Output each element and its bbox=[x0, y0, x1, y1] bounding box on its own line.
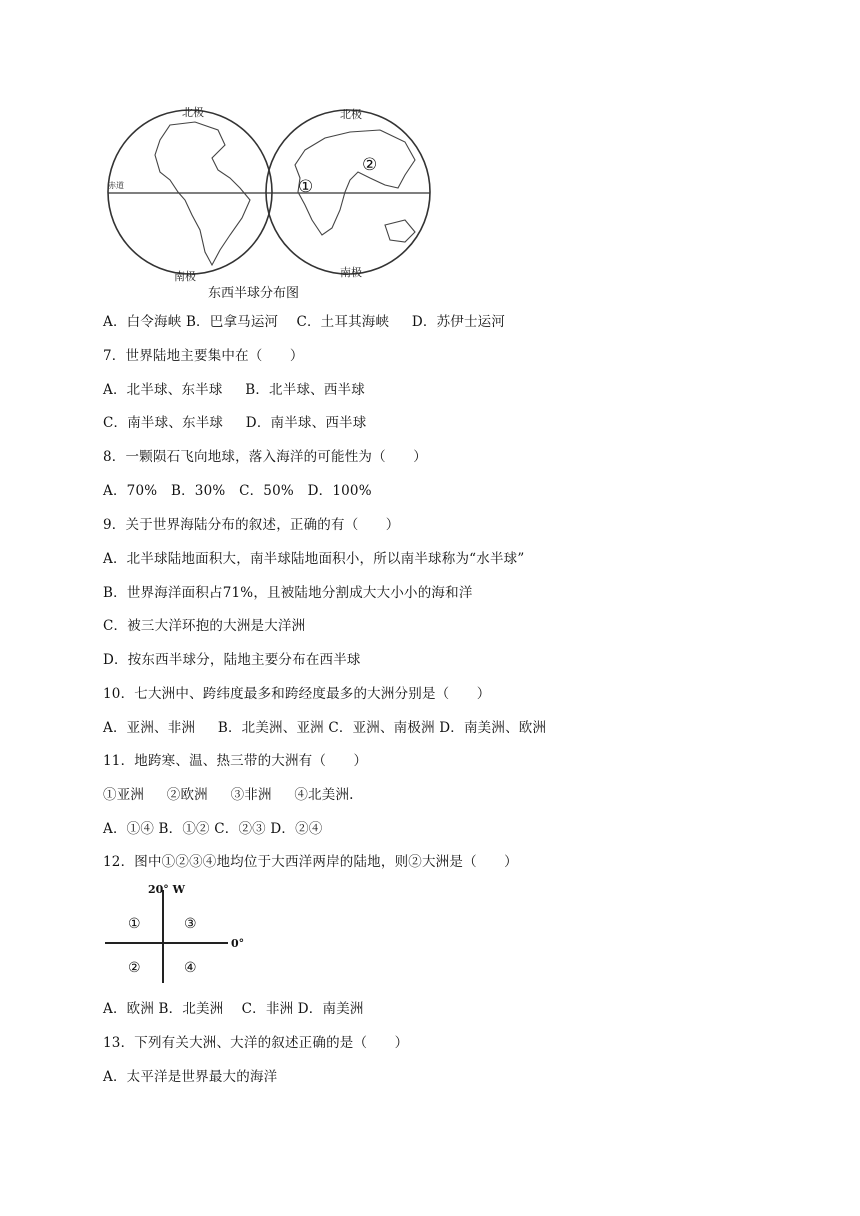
marker-2: ② bbox=[362, 155, 378, 175]
figure-caption: 东西半球分布图 bbox=[208, 286, 300, 301]
western-hemisphere-outline bbox=[108, 110, 272, 274]
parallel-label: 0° bbox=[231, 937, 245, 950]
question-9-option-a: A．北半球陆地面积大，南半球陆地面积小，所以南半球称为“水半球” bbox=[103, 551, 525, 567]
question-13-option-a: A．太平洋是世界最大的海洋 bbox=[103, 1069, 278, 1085]
question-12-stem: 12．图中①②③④地均位于大西洋两岸的陆地，则②大洲是（ ） bbox=[103, 854, 518, 870]
question-11-options: A．①④ B．①② C．②③ D．②④ bbox=[103, 821, 323, 837]
question-9-option-d: D．按东西半球分，陆地主要分布在西半球 bbox=[103, 652, 361, 668]
question-9-option-c: C．被三大洋环抱的大洲是大洋洲 bbox=[103, 618, 306, 634]
question-6-options: A．白令海峡 B．巴拿马运河 C．土耳其海峡 D．苏伊士运河 bbox=[103, 314, 506, 330]
south-pole-label-left: 南极 bbox=[174, 270, 196, 283]
meridian-label: 20° W bbox=[148, 883, 185, 896]
north-pole-label-left: 北极 bbox=[182, 106, 204, 119]
quadrant-1-marker: ① bbox=[128, 916, 141, 932]
question-7-options-cd: C．南半球、东半球 D．南半球、西半球 bbox=[103, 415, 367, 431]
question-8-options: A．70% B．30% C．50% D．100% bbox=[103, 483, 372, 499]
quadrant-2-marker: ② bbox=[128, 960, 141, 976]
question-7-stem: 7．世界陆地主要集中在（ ） bbox=[103, 348, 304, 364]
north-pole-label-right: 北极 bbox=[340, 108, 362, 121]
question-9-option-b: B．世界海洋面积占71%，且被陆地分割成大大小小的海和洋 bbox=[103, 585, 473, 601]
hemisphere-map-figure bbox=[100, 100, 435, 305]
question-8-stem: 8．一颗陨石飞向地球，落入海洋的可能性为（ ） bbox=[103, 449, 427, 465]
quadrant-4-marker: ④ bbox=[184, 960, 197, 976]
question-7-options-ab: A．北半球、东半球 B．北半球、西半球 bbox=[103, 382, 365, 398]
question-10-stem: 10．七大洲中、跨纬度最多和跨经度最多的大洲分别是（ ） bbox=[103, 686, 491, 702]
quadrant-3-marker: ③ bbox=[184, 916, 197, 932]
quadrant-diagram bbox=[100, 880, 260, 985]
eastern-hemisphere-outline bbox=[266, 110, 430, 274]
question-12-options: A．欧洲 B．北美洲 C．非洲 D．南美洲 bbox=[103, 1001, 364, 1017]
south-pole-label-right: 南极 bbox=[340, 266, 362, 279]
question-10-options: A．亚洲、非洲 B．北美洲、亚洲 C．亚洲、南极洲 D．南美洲、欧洲 bbox=[103, 720, 547, 736]
equator-label: 赤道 bbox=[108, 181, 124, 190]
question-11-choices: ①亚洲 ②欧洲 ③非洲 ④北美洲. bbox=[103, 787, 354, 803]
question-13-stem: 13．下列有关大洲、大洋的叙述正确的是（ ） bbox=[103, 1035, 409, 1051]
question-11-stem: 11．地跨寒、温、热三带的大洲有（ ） bbox=[103, 753, 368, 769]
question-9-stem: 9．关于世界海陆分布的叙述，正确的有（ ） bbox=[103, 517, 400, 533]
marker-1: ① bbox=[298, 177, 314, 197]
australia-outline bbox=[385, 220, 415, 242]
